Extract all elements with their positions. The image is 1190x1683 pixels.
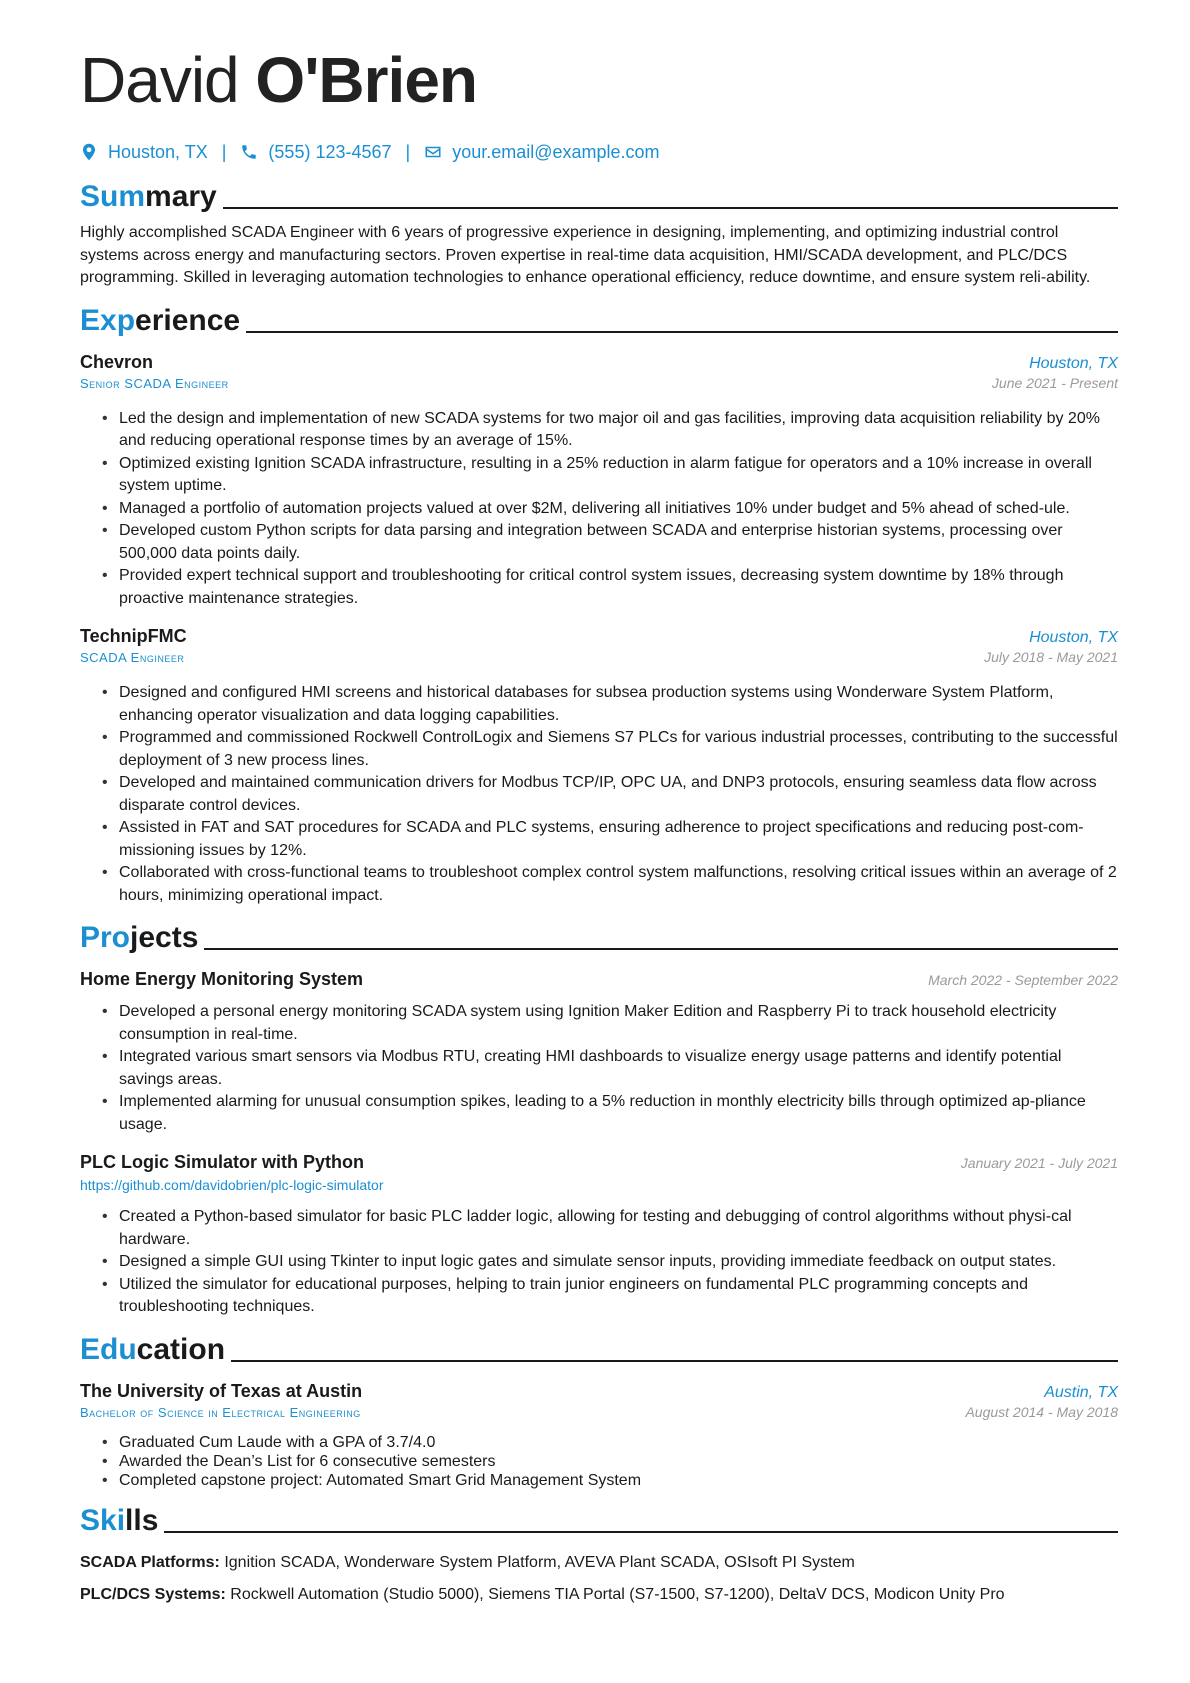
list-item: • Developed and maintained communication drivers for Modbus TCP/IP, OPC UA, and DNP3 protocols, ensuring seamless data flow across disparate control devices.	[102, 772, 1118, 817]
contact-phone[interactable]	[240, 142, 391, 163]
title-accent: Ski	[80, 1503, 126, 1537]
contact-email[interactable]	[424, 142, 659, 163]
list-item: • Implemented alarming for unusual consumption spikes, leading to a 5% reduction in monthly electricity bills through optimized ap-pliance usage.	[102, 1091, 1118, 1136]
job-entry	[80, 350, 1118, 611]
skill-row	[80, 1552, 1118, 1574]
summary-text: Highly accomplished SCADA Engineer with 6 years of progressive experience in designing, implementing, and optimizing industrial control systems across energy and manufacturing sectors. Proven expertise in real-time data acquisition, HMI/SCADA development, and PLC/DCS programming. Skilled in leveraging automation technologies to enhance operational efficiency, reduce downtime, and ensure system reli-ability.	[80, 224, 1091, 286]
summary-heading	[80, 176, 1118, 216]
project-entry	[80, 967, 1118, 1136]
title-rest: jects	[130, 921, 199, 954]
phone-text: (555) 123-4567	[268, 141, 392, 162]
skill-label: PLC/DCS Systems:	[80, 1585, 226, 1603]
list-item: • Programmed and commissioned Rockwell ControlLogix and Siemens S7 PLCs for various industrial processes, contributing to the successful deployment of 3 new process lines.	[102, 727, 1118, 772]
list-item: • Collaborated with cross-functional teams to troubleshoot complex control system malfunctions, resolving critical issues within an average of 2 hours, minimizing operational impact.	[102, 862, 1118, 907]
project-bullets	[80, 1001, 1118, 1136]
skill-row	[80, 1584, 1118, 1606]
title-rest: cation	[136, 1332, 226, 1366]
school-name: The University of Texas at Austin	[80, 1380, 363, 1401]
job-location: Houston, TX	[1029, 354, 1118, 372]
project-name: PLC Logic Simulator with Python	[80, 1152, 365, 1172]
skill-value: Rockwell Automation (Studio 5000), Siemens TIA Portal (S7-1500, S7-1200), DeltaV DCS, Modicon Unity Pro	[230, 1585, 1005, 1603]
list-item: • Completed capstone project: Automated Smart Grid Management System	[102, 1471, 1118, 1490]
degree: Bachelor of Science in Electrical Engineering	[80, 1404, 361, 1420]
contact-separator: |	[221, 141, 227, 162]
list-item: • Created a Python-based simulator for basic PLC ladder logic, allowing for testing and debugging of control algorithms without physi-cal hardware.	[102, 1206, 1118, 1251]
list-item: • Developed custom Python scripts for data parsing and integration between SCADA and enterprise historian systems, processing over 500,000 data points daily.	[102, 520, 1118, 565]
list-item: • Integrated various smart sensors via Modbus RTU, creating HMI dashboards to visualize energy usage patterns and identify potential savings areas.	[102, 1046, 1118, 1091]
section-title	[80, 1331, 225, 1369]
first-name: David	[80, 44, 239, 116]
list-item: • Designed a simple GUI using Tkinter to input logic gates and simulate sensor inputs, providing immediate feedback on output states.	[102, 1251, 1118, 1274]
phone-icon	[240, 143, 258, 161]
last-name: O'Brien	[255, 44, 477, 116]
list-item: • Managed a portfolio of automation projects valued at over $2M, delivering all initiatives 10% under budget and 5% ahead of sched-ule.	[102, 498, 1118, 521]
envelope-icon	[424, 143, 442, 161]
skill-value: Ignition SCADA, Wonderware System Platform, AVEVA Plant SCADA, OSIsoft PI System	[224, 1553, 855, 1571]
project-name: Home Energy Monitoring System	[80, 969, 364, 989]
project-dates: March 2022 - September 2022	[928, 972, 1118, 988]
job-role: Senior SCADA Engineer	[80, 375, 229, 391]
project-link[interactable]: https://github.com/davidobrien/plc-logic-simulator	[80, 1177, 384, 1193]
candidate-name	[80, 40, 1118, 120]
section-rule	[246, 331, 1118, 333]
job-location: Houston, TX	[1029, 629, 1118, 646]
experience-heading	[80, 300, 1118, 340]
project-bullets	[80, 1206, 1118, 1319]
contact-separator: |	[405, 141, 411, 162]
project-entry	[80, 1150, 1118, 1319]
list-item: • Optimized existing Ignition SCADA infrastructure, resulting in a 25% reduction in alarm fatigue for operators and a 10% increase in overall system uptime.	[102, 453, 1118, 498]
experience-section	[80, 300, 1118, 908]
section-rule	[223, 207, 1118, 209]
section-rule	[204, 948, 1118, 950]
section-rule	[231, 1360, 1118, 1362]
section-rule	[164, 1531, 1118, 1533]
email-text: your.email@example.com	[452, 141, 660, 162]
company-name: TechnipFMC	[80, 626, 187, 646]
job-bullets	[80, 682, 1118, 907]
list-item: • Provided expert technical support and troubleshooting for critical control system issues, decreasing system downtime by 18% through proactive maintenance strategies.	[102, 565, 1118, 610]
project-dates: January 2021 - July 2021	[960, 1155, 1118, 1171]
section-title	[80, 302, 240, 340]
projects-section	[80, 917, 1118, 1319]
title-accent: Edu	[80, 1332, 137, 1366]
job-dates: July 2018 - May 2021	[984, 649, 1118, 665]
section-title	[80, 919, 198, 957]
location-text: Houston, TX	[108, 141, 208, 162]
map-marker-icon	[80, 143, 98, 161]
title-rest: erience	[135, 303, 241, 337]
list-item: • Utilized the simulator for educational purposes, helping to train junior engineers on fundamental PLC programming concepts and troubleshooting techniques.	[102, 1274, 1118, 1319]
title-rest: mary	[145, 180, 217, 213]
list-item: • Led the design and implementation of new SCADA systems for two major oil and gas facilities, improving data acquisition reliability by 20% and reducing operational response times by an average of 15%.	[102, 408, 1118, 453]
school-location: Austin, TX	[1044, 1383, 1118, 1401]
title-accent: Sum	[80, 180, 146, 213]
skills-section	[80, 1500, 1118, 1606]
contact-location	[80, 142, 208, 163]
education-heading	[80, 1329, 1118, 1369]
list-item: • Graduated Cum Laude with a GPA of 3.7/4.0	[102, 1433, 1118, 1452]
list-item: • Developed a personal energy monitoring SCADA system using Ignition Maker Edition and Raspberry Pi to track household electricity consumption in real-time.	[102, 1001, 1118, 1046]
list-item: • Assisted in FAT and SAT procedures for SCADA and PLC systems, ensuring adherence to project specifications and reducing post-com-missioning issues by 12%.	[102, 817, 1118, 862]
title-accent: Pro	[80, 921, 131, 954]
skills-heading	[80, 1500, 1118, 1540]
summary-section	[80, 176, 1118, 290]
list-item: • Awarded the Dean’s List for 6 consecutive semesters	[102, 1452, 1118, 1471]
job-bullets	[80, 408, 1118, 611]
job-role: SCADA Engineer	[80, 650, 185, 665]
education-bullets	[80, 1433, 1118, 1490]
job-entry	[80, 624, 1118, 907]
section-title	[80, 1502, 158, 1540]
job-dates: June 2021 - Present	[991, 374, 1118, 391]
section-title	[80, 178, 217, 216]
title-accent: Exp	[80, 303, 136, 337]
company-name: Chevron	[80, 351, 154, 372]
education-dates: August 2014 - May 2018	[965, 1403, 1118, 1420]
education-entry	[80, 1379, 1118, 1490]
list-item: • Designed and configured HMI screens and historical databases for subsea production systems using Wonderware System Platform, enhancing operator visualization and data logging capabilities.	[102, 682, 1118, 727]
title-rest: lls	[125, 1503, 159, 1537]
projects-heading	[80, 917, 1118, 957]
contact-line	[80, 138, 1118, 166]
education-section	[80, 1329, 1118, 1490]
skill-label: SCADA Platforms:	[80, 1553, 220, 1571]
